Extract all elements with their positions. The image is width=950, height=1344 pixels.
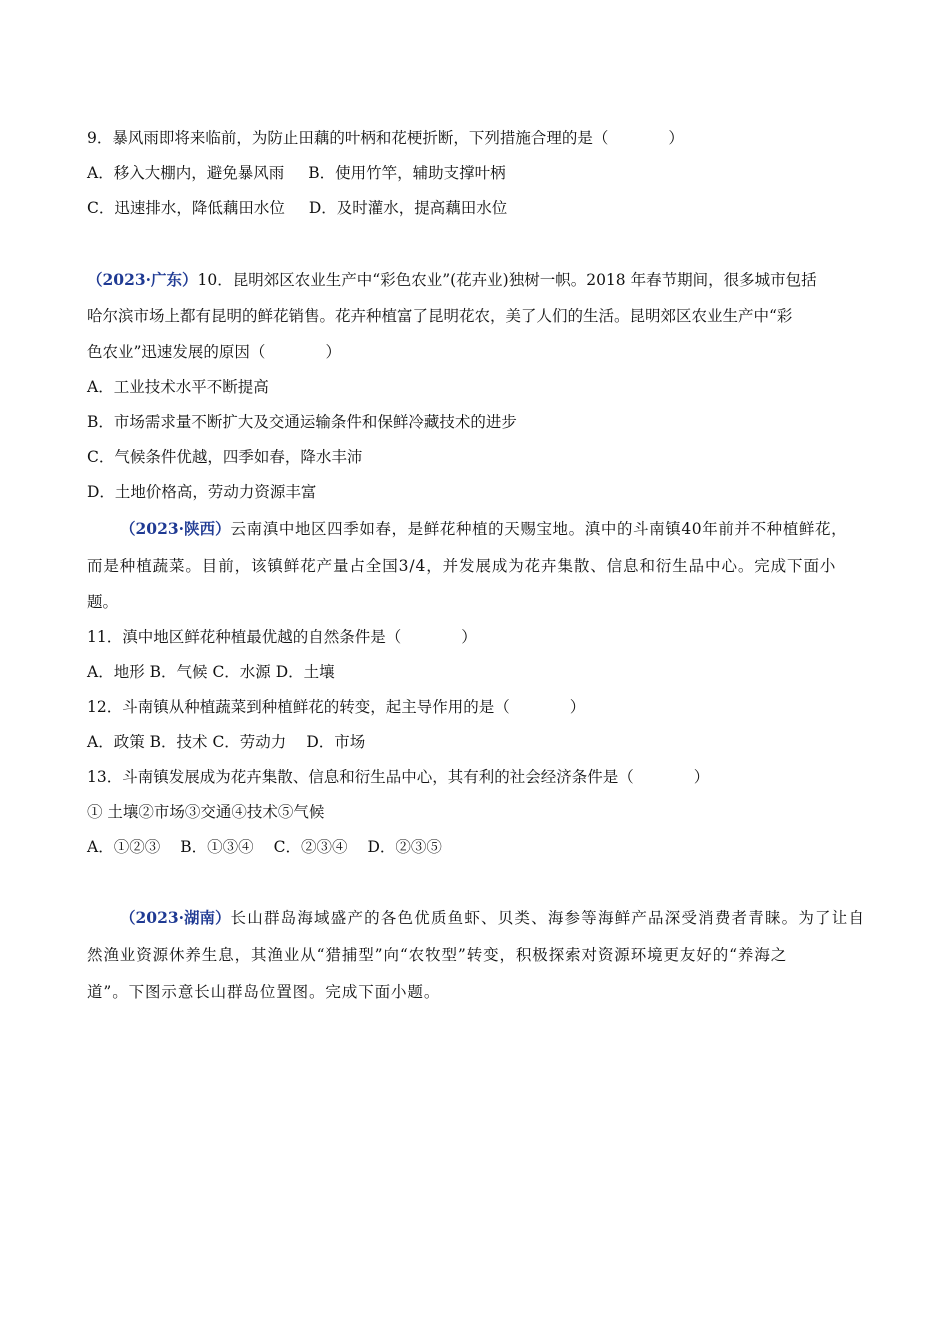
q13-close-paren: ） [693,768,710,786]
q13-option-a: A．①②③ [87,838,161,856]
q12-options [87,731,365,753]
q12-options-abc: A．政策 B．技术 C．劳动力 [87,733,287,751]
hunan-line2-text: 然渔业资源休养生息，其渔业从“猎捕型”向“农牧型”转变，积极探索对资源环境更友好的“养海之 [87,946,788,964]
q10-line3-text: 色农业”迅速发展的原因（ [87,343,266,361]
q10-option-c: C．气候条件优越，四季如春，降水丰沛 [87,448,363,466]
q13-option-d: D．②③⑤ [367,838,442,856]
q10-source-tag: （2023·广东） [87,270,198,289]
q10-option-b: B．市场需求量不断扩大及交通运输条件和保鲜冷藏技术的进步 [87,413,517,431]
hunan-line2 [87,944,787,966]
shaanxi-line3-text: 题。 [87,593,119,611]
q10-line1 [87,269,817,291]
q13-stem-text: 13．斗南镇发展成为花卉集散、信息和衍生品中心，其有利的社会经济条件是（ [87,768,634,786]
q9-option-a: A．移入大棚内，避免暴风雨 [87,164,285,182]
shaanxi-line2-text: 而是种植蔬菜。目前，该镇鲜花产量占全国3/4，并发展成为花卉集散、信息和衍生品中心。完成下面小 [87,557,837,575]
q12-option-d: D．市场 [306,733,366,751]
q13-options [87,836,442,858]
q10-line3 [87,341,341,363]
q11-close-paren: ） [461,628,477,646]
q9-option-b: B．使用竹竿，辅助支撑叶柄 [308,164,506,182]
q10-line2 [87,305,792,327]
shaanxi-source-tag: （2023·陕西） [120,519,231,538]
q12-stem-text: 12．斗南镇从种植蔬菜到种植鲜花的转变，起主导作用的是（ [87,698,510,716]
q12-close-paren: ） [569,698,586,716]
q11-stem [87,626,477,648]
q9-close-paren: ） [668,129,684,147]
q13-items: ① 土壤②市场③交通④技术⑤气候 [87,803,325,821]
hunan-line1-text: 长山群岛海域盛产的各色优质鱼虾、贝类、海参等海鲜产品深受消费者青睐。为了让自 [230,909,866,927]
q9-stem-text: 9．暴风雨即将来临前，为防止田藕的叶柄和花梗折断，下列措施合理的是（ [87,129,609,147]
q11-stem-text: 11．滇中地区鲜花种植最优越的自然条件是（ [87,628,402,646]
q13-stem [87,766,709,788]
q9-options-row2 [87,197,507,219]
shaanxi-line3 [87,591,118,613]
q10-line1-text: 10．昆明郊区农业生产中“彩色农业”(花卉业)独树一帜。2018 年春节期间，很多城市包括 [197,271,817,289]
q10-option-d: D．土地价格高，劳动力资源丰富 [87,483,317,501]
q9-stem [87,127,684,149]
hunan-source-tag: （2023·湖南） [120,908,231,927]
hunan-line3 [87,981,440,1003]
q10-close-paren: ） [325,343,341,361]
q11-options: A．地形 B．气候 C．水源 D．土壤 [87,663,335,681]
q12-stem [87,696,585,718]
q9-options-row1 [87,162,506,184]
q10-option-a: A．工业技术水平不断提高 [87,378,269,396]
q9-option-d: D．及时灌水，提高藕田水位 [308,199,508,217]
q13-option-b: B．①③④ [180,838,254,856]
q9-option-c: C．迅速排水，降低藕田水位 [87,199,285,217]
hunan-line3-text: 道”。下图示意长山群岛位置图。完成下面小题。 [87,983,441,1001]
hunan-line1 [120,907,865,929]
shaanxi-line1-text: 云南滇中地区四季如春，是鲜花种植的天赐宝地。滇中的斗南镇40年前并不种植鲜花， [230,520,848,538]
q13-option-c: C．②③④ [273,838,348,856]
q10-line2-text: 哈尔滨市场上都有昆明的鲜花销售。花卉种植富了昆明花农，美了人们的生活。昆明郊区农业生产中“彩 [87,307,793,325]
shaanxi-line1 [120,518,847,540]
shaanxi-line2 [87,555,836,577]
